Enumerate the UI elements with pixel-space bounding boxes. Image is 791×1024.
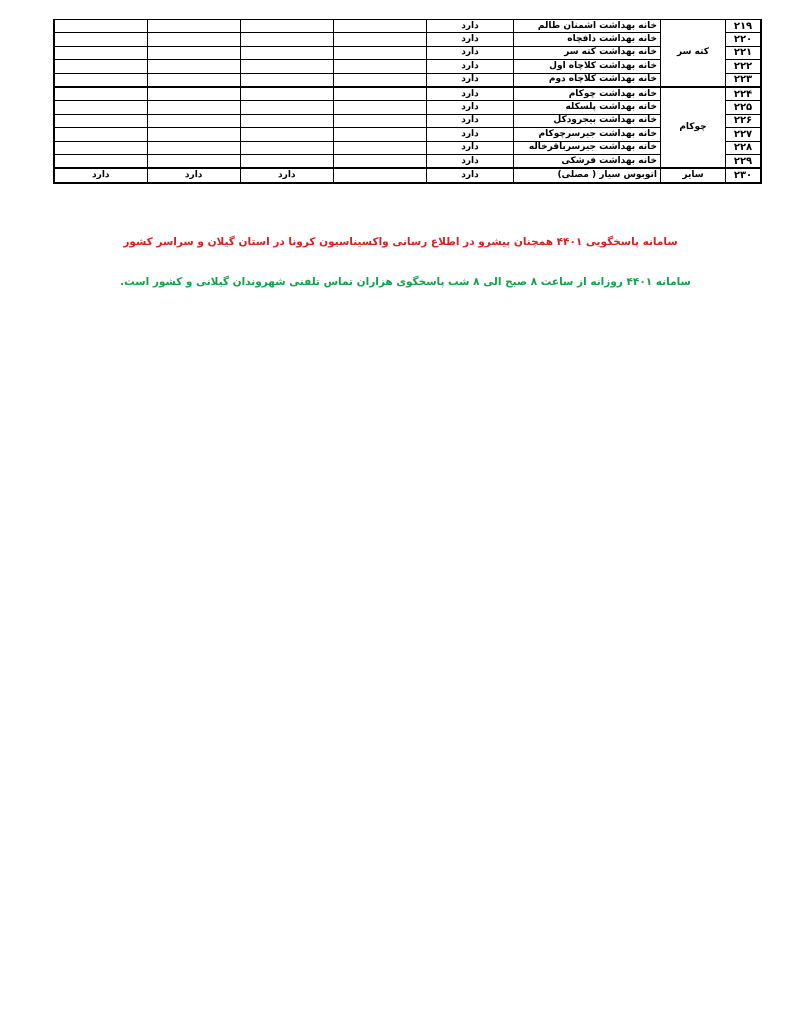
status-cell	[333, 114, 426, 127]
row-number: ۲۲۸	[726, 141, 762, 154]
center-name: خانه بهداشت کلاچاه دوم	[514, 73, 661, 87]
status-cell: دارد	[427, 20, 514, 33]
row-number: ۲۲۴	[726, 87, 762, 101]
row-number: ۲۲۷	[726, 128, 762, 141]
status-cell	[147, 60, 240, 73]
center-name: خانه بهداشت دافچاه	[514, 33, 661, 46]
table-row	[54, 154, 761, 168]
center-name: خانه بهداشت جیرسرباقرخاله	[514, 141, 661, 154]
table-row	[54, 141, 761, 154]
status-cell: دارد	[427, 60, 514, 73]
status-cell: دارد	[427, 154, 514, 168]
status-cell	[240, 60, 333, 73]
table-row	[54, 87, 761, 101]
status-cell: دارد	[427, 114, 514, 127]
status-cell	[240, 128, 333, 141]
status-cell	[240, 87, 333, 101]
status-cell: دارد	[54, 168, 147, 182]
row-number: ۲۲۲	[726, 60, 762, 73]
status-cell	[333, 101, 426, 114]
table-row	[54, 60, 761, 73]
status-cell	[240, 46, 333, 59]
status-cell: دارد	[427, 101, 514, 114]
city-cell: چوکام	[661, 87, 726, 168]
table-row	[54, 128, 761, 141]
table-row	[54, 46, 761, 59]
status-cell	[54, 33, 147, 46]
center-name: خانه بهداشت کلاچاه اول	[514, 60, 661, 73]
status-cell: دارد	[427, 87, 514, 101]
status-cell	[333, 128, 426, 141]
status-cell	[333, 87, 426, 101]
center-name: اتوبوس سیار ( مصلی)	[514, 168, 661, 182]
status-cell	[240, 141, 333, 154]
status-cell	[147, 114, 240, 127]
status-cell	[147, 141, 240, 154]
row-number: ۲۲۵	[726, 101, 762, 114]
status-cell: دارد	[147, 168, 240, 182]
row-number: ۲۲۶	[726, 114, 762, 127]
row-number: ۲۱۹	[726, 20, 762, 33]
status-cell	[54, 87, 147, 101]
center-name: خانه بهداشت بیجرودکل	[514, 114, 661, 127]
red-announcement: سامانه پاسخگویی ۴۴۰۱ همچنان پیشرو در اطلاع رسانی واکسیناسیون کرونا در استان گیلان و سراسر کشور	[123, 236, 678, 248]
status-cell	[147, 73, 240, 87]
status-cell	[147, 33, 240, 46]
status-cell	[147, 101, 240, 114]
table-row	[54, 101, 761, 114]
row-number: ۲۳۰	[726, 168, 762, 182]
status-cell: دارد	[427, 168, 514, 182]
status-cell: دارد	[427, 33, 514, 46]
status-cell	[333, 46, 426, 59]
status-cell	[54, 60, 147, 73]
table-row	[54, 33, 761, 46]
status-cell	[147, 46, 240, 59]
city-cell: سایر	[661, 168, 726, 182]
status-cell	[54, 20, 147, 33]
center-name: خانه بهداشت کته سر	[514, 46, 661, 59]
table-row	[54, 20, 761, 33]
center-name: خانه بهداشت جیرسرچوکام	[514, 128, 661, 141]
status-cell	[240, 101, 333, 114]
vaccination-centers-table-container	[53, 19, 762, 184]
status-cell	[54, 101, 147, 114]
status-cell	[240, 154, 333, 168]
status-cell	[147, 154, 240, 168]
status-cell	[240, 114, 333, 127]
status-cell	[333, 33, 426, 46]
city-cell: کته سر	[661, 20, 726, 87]
status-cell	[54, 114, 147, 127]
center-name: خانه بهداشت چوکام	[514, 87, 661, 101]
status-cell	[333, 141, 426, 154]
status-cell: دارد	[427, 128, 514, 141]
status-cell	[240, 20, 333, 33]
center-name: خانه بهداشت اشمنان طالم	[514, 20, 661, 33]
table-row	[54, 168, 761, 182]
row-number: ۲۲۹	[726, 154, 762, 168]
status-cell	[54, 128, 147, 141]
status-cell	[333, 73, 426, 87]
status-cell	[54, 46, 147, 59]
status-cell	[333, 168, 426, 182]
status-cell	[54, 141, 147, 154]
status-cell	[54, 154, 147, 168]
status-cell	[147, 87, 240, 101]
center-name: خانه بهداشت پلسکله	[514, 101, 661, 114]
status-cell	[333, 20, 426, 33]
status-cell	[333, 154, 426, 168]
row-number: ۲۲۱	[726, 46, 762, 59]
status-cell	[147, 128, 240, 141]
status-cell: دارد	[427, 73, 514, 87]
row-number: ۲۲۳	[726, 73, 762, 87]
status-cell	[54, 73, 147, 87]
status-cell	[240, 33, 333, 46]
status-cell: دارد	[427, 46, 514, 59]
status-cell	[240, 73, 333, 87]
status-cell: دارد	[240, 168, 333, 182]
table-row	[54, 114, 761, 127]
vaccination-centers-table	[53, 19, 762, 184]
center-name: خانه بهداشت فرشکی	[514, 154, 661, 168]
row-number: ۲۲۰	[726, 33, 762, 46]
status-cell	[147, 20, 240, 33]
table-row	[54, 73, 761, 87]
status-cell: دارد	[427, 141, 514, 154]
green-announcement: سامانه ۴۴۰۱ روزانه از ساعت ۸ صبح الی ۸ شب پاسخگوی هزاران تماس تلفنی شهروندان گیلانی و کشور است.	[120, 276, 691, 288]
status-cell	[333, 60, 426, 73]
